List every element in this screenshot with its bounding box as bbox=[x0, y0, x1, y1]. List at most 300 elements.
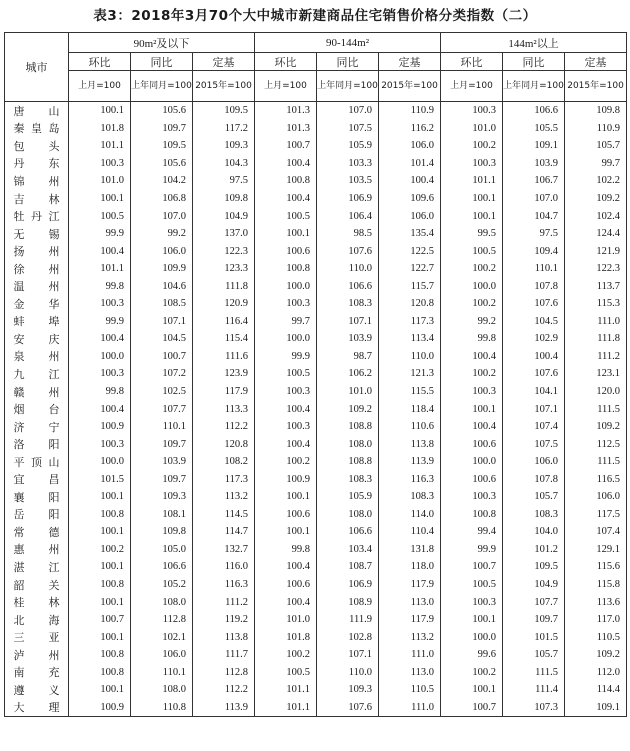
city-name-cell bbox=[5, 453, 69, 471]
index-value-cell: 103.9 bbox=[317, 330, 379, 348]
index-value-cell: 104.0 bbox=[503, 523, 565, 541]
city-name-cell bbox=[5, 260, 69, 278]
index-value-cell: 108.0 bbox=[131, 593, 193, 611]
index-value-cell: 100.5 bbox=[255, 207, 317, 225]
index-value-cell: 111.8 bbox=[193, 277, 255, 295]
index-value-cell: 113.6 bbox=[565, 593, 627, 611]
city-name: 烟台 bbox=[13, 403, 60, 417]
index-value-cell: 100.1 bbox=[69, 558, 131, 576]
index-value-cell: 100.1 bbox=[69, 628, 131, 646]
index-value-cell: 111.2 bbox=[193, 593, 255, 611]
base-label-mom: 上月=100 bbox=[255, 71, 317, 102]
index-value-cell: 106.9 bbox=[317, 190, 379, 208]
index-value-cell: 123.9 bbox=[193, 365, 255, 383]
city-name: 韶关 bbox=[13, 578, 60, 592]
city-name: 丹东 bbox=[13, 157, 60, 171]
index-value-cell: 111.8 bbox=[565, 330, 627, 348]
table-row bbox=[5, 664, 627, 682]
index-value-cell: 104.9 bbox=[503, 576, 565, 594]
index-value-cell: 98.5 bbox=[317, 225, 379, 243]
index-value-cell: 113.8 bbox=[193, 628, 255, 646]
index-value-cell: 100.5 bbox=[441, 576, 503, 594]
city-name: 泸州 bbox=[13, 648, 60, 662]
index-value-cell: 99.8 bbox=[69, 277, 131, 295]
index-value-cell: 105.2 bbox=[131, 576, 193, 594]
index-value-cell: 105.6 bbox=[131, 102, 193, 120]
index-value-cell: 105.9 bbox=[317, 137, 379, 155]
city-name: 北海 bbox=[13, 613, 60, 627]
index-value-cell: 100.4 bbox=[69, 400, 131, 418]
index-value-cell: 110.9 bbox=[379, 102, 441, 120]
index-value-cell: 115.8 bbox=[565, 576, 627, 594]
index-value-cell: 101.8 bbox=[255, 628, 317, 646]
table-row bbox=[5, 400, 627, 418]
sub-header-mom: 环比 bbox=[255, 53, 317, 71]
city-name: 牡丹江 bbox=[13, 210, 60, 224]
index-value-cell: 115.5 bbox=[379, 383, 441, 401]
index-value-cell: 110.5 bbox=[565, 628, 627, 646]
index-value-cell: 99.8 bbox=[69, 383, 131, 401]
index-value-cell: 104.1 bbox=[503, 383, 565, 401]
table-row bbox=[5, 172, 627, 190]
base-label-mom: 上月=100 bbox=[69, 71, 131, 102]
index-value-cell: 109.4 bbox=[503, 242, 565, 260]
city-name-cell bbox=[5, 541, 69, 559]
index-value-cell: 110.1 bbox=[503, 260, 565, 278]
index-value-cell: 100.5 bbox=[441, 242, 503, 260]
city-column-header: 城市 bbox=[5, 33, 69, 102]
index-value-cell: 103.3 bbox=[317, 155, 379, 173]
index-value-cell: 113.0 bbox=[379, 664, 441, 682]
table-row bbox=[5, 418, 627, 436]
city-name: 济宁 bbox=[13, 420, 60, 434]
city-name: 岳阳 bbox=[13, 508, 60, 522]
index-value-cell: 113.2 bbox=[193, 488, 255, 506]
city-name: 秦皇岛 bbox=[13, 122, 60, 136]
index-value-cell: 109.5 bbox=[131, 137, 193, 155]
index-value-cell: 100.6 bbox=[255, 506, 317, 524]
index-value-cell: 100.3 bbox=[441, 593, 503, 611]
index-value-cell: 97.5 bbox=[503, 225, 565, 243]
index-value-cell: 101.5 bbox=[503, 628, 565, 646]
sub-header-fixed-base: 定基 bbox=[193, 53, 255, 71]
index-value-cell: 107.6 bbox=[317, 242, 379, 260]
index-value-cell: 101.0 bbox=[69, 172, 131, 190]
index-value-cell: 108.0 bbox=[317, 435, 379, 453]
index-value-cell: 113.9 bbox=[379, 453, 441, 471]
index-value-cell: 111.2 bbox=[565, 348, 627, 366]
index-value-cell: 112.5 bbox=[565, 435, 627, 453]
index-value-cell: 112.2 bbox=[193, 418, 255, 436]
city-name-cell bbox=[5, 646, 69, 664]
index-value-cell: 99.7 bbox=[565, 155, 627, 173]
index-value-cell: 120.8 bbox=[193, 435, 255, 453]
sub-header-mom: 环比 bbox=[69, 53, 131, 71]
index-value-cell: 111.5 bbox=[565, 453, 627, 471]
index-value-cell: 111.5 bbox=[565, 400, 627, 418]
index-value-cell: 100.4 bbox=[69, 330, 131, 348]
index-value-cell: 101.1 bbox=[441, 172, 503, 190]
index-value-cell: 101.3 bbox=[255, 120, 317, 138]
city-name: 襄阳 bbox=[13, 490, 60, 504]
city-name-cell bbox=[5, 681, 69, 699]
index-value-cell: 100.3 bbox=[441, 155, 503, 173]
index-value-cell: 122.7 bbox=[379, 260, 441, 278]
index-value-cell: 109.2 bbox=[565, 190, 627, 208]
index-value-cell: 100.2 bbox=[69, 541, 131, 559]
city-name-cell bbox=[5, 488, 69, 506]
index-value-cell: 112.8 bbox=[131, 611, 193, 629]
index-value-cell: 100.7 bbox=[441, 558, 503, 576]
index-value-cell: 104.3 bbox=[193, 155, 255, 173]
index-value-cell: 99.2 bbox=[131, 225, 193, 243]
table-title: 表3：2018年3月70个大中城市新建商品住宅销售价格分类指数（二） bbox=[93, 8, 537, 24]
table-row bbox=[5, 628, 627, 646]
index-value-cell: 100.3 bbox=[69, 155, 131, 173]
index-value-cell: 129.1 bbox=[565, 541, 627, 559]
index-value-cell: 105.7 bbox=[503, 646, 565, 664]
index-value-cell: 104.7 bbox=[503, 207, 565, 225]
index-value-cell: 135.4 bbox=[379, 225, 441, 243]
index-value-cell: 98.7 bbox=[317, 348, 379, 366]
city-name-cell bbox=[5, 172, 69, 190]
index-value-cell: 109.2 bbox=[565, 418, 627, 436]
index-value-cell: 116.4 bbox=[193, 313, 255, 331]
table-row bbox=[5, 102, 627, 120]
index-value-cell: 100.4 bbox=[255, 155, 317, 173]
city-name: 无锡 bbox=[13, 227, 60, 241]
index-value-cell: 121.3 bbox=[379, 365, 441, 383]
index-value-cell: 106.0 bbox=[131, 646, 193, 664]
index-value-cell: 100.1 bbox=[69, 681, 131, 699]
city-name: 平顶山 bbox=[13, 455, 60, 469]
index-value-cell: 100.1 bbox=[441, 681, 503, 699]
index-value-cell: 100.1 bbox=[69, 102, 131, 120]
table-row bbox=[5, 120, 627, 138]
index-value-cell: 111.0 bbox=[565, 313, 627, 331]
index-value-cell: 99.6 bbox=[441, 646, 503, 664]
index-value-cell: 107.0 bbox=[317, 102, 379, 120]
index-value-cell: 100.2 bbox=[441, 260, 503, 278]
index-value-cell: 109.7 bbox=[131, 470, 193, 488]
index-value-cell: 120.8 bbox=[379, 295, 441, 313]
index-value-cell: 107.0 bbox=[131, 207, 193, 225]
index-value-cell: 113.9 bbox=[193, 699, 255, 717]
index-value-cell: 100.0 bbox=[441, 453, 503, 471]
base-label-yoy: 上年同月=100 bbox=[317, 71, 379, 102]
city-name-cell bbox=[5, 155, 69, 173]
index-value-cell: 108.0 bbox=[131, 681, 193, 699]
index-value-cell: 100.2 bbox=[441, 664, 503, 682]
index-value-cell: 105.0 bbox=[131, 541, 193, 559]
index-value-cell: 106.8 bbox=[131, 190, 193, 208]
city-name-cell bbox=[5, 611, 69, 629]
index-value-cell: 113.3 bbox=[193, 400, 255, 418]
index-value-cell: 101.3 bbox=[255, 102, 317, 120]
table-row bbox=[5, 681, 627, 699]
index-value-cell: 117.9 bbox=[379, 611, 441, 629]
city-name-cell bbox=[5, 593, 69, 611]
index-value-cell: 113.2 bbox=[379, 628, 441, 646]
table-row bbox=[5, 488, 627, 506]
index-value-cell: 107.1 bbox=[131, 313, 193, 331]
index-value-cell: 109.1 bbox=[565, 699, 627, 717]
index-value-cell: 100.2 bbox=[441, 365, 503, 383]
city-name-cell bbox=[5, 576, 69, 594]
city-name-cell bbox=[5, 102, 69, 120]
index-value-cell: 100.3 bbox=[441, 488, 503, 506]
index-value-cell: 100.4 bbox=[255, 435, 317, 453]
index-value-cell: 112.0 bbox=[565, 664, 627, 682]
index-value-cell: 105.5 bbox=[503, 120, 565, 138]
index-value-cell: 106.6 bbox=[131, 558, 193, 576]
table-row bbox=[5, 541, 627, 559]
index-value-cell: 132.7 bbox=[193, 541, 255, 559]
index-value-cell: 108.1 bbox=[131, 506, 193, 524]
index-value-cell: 110.0 bbox=[317, 664, 379, 682]
index-value-cell: 123.3 bbox=[193, 260, 255, 278]
index-value-cell: 111.0 bbox=[379, 699, 441, 717]
city-name: 温州 bbox=[13, 280, 60, 294]
table-row bbox=[5, 260, 627, 278]
index-value-cell: 131.8 bbox=[379, 541, 441, 559]
index-value-cell: 99.8 bbox=[441, 330, 503, 348]
index-value-cell: 109.5 bbox=[193, 102, 255, 120]
index-value-cell: 122.3 bbox=[565, 260, 627, 278]
index-value-cell: 99.9 bbox=[69, 225, 131, 243]
index-value-cell: 107.0 bbox=[503, 190, 565, 208]
index-value-cell: 109.8 bbox=[565, 102, 627, 120]
index-value-cell: 100.3 bbox=[441, 102, 503, 120]
index-value-cell: 103.5 bbox=[317, 172, 379, 190]
index-value-cell: 107.6 bbox=[503, 365, 565, 383]
index-value-cell: 100.7 bbox=[441, 699, 503, 717]
index-value-cell: 117.9 bbox=[193, 383, 255, 401]
index-value-cell: 100.0 bbox=[441, 277, 503, 295]
index-value-cell: 104.9 bbox=[193, 207, 255, 225]
group-header-small: 90m²及以下 bbox=[69, 33, 255, 53]
index-value-cell: 110.1 bbox=[131, 418, 193, 436]
index-value-cell: 109.7 bbox=[503, 611, 565, 629]
index-value-cell: 116.5 bbox=[565, 470, 627, 488]
table-row bbox=[5, 242, 627, 260]
index-value-cell: 101.0 bbox=[441, 120, 503, 138]
table-row bbox=[5, 137, 627, 155]
index-value-cell: 112.2 bbox=[193, 681, 255, 699]
city-name: 泉州 bbox=[13, 350, 60, 364]
index-value-cell: 106.6 bbox=[317, 523, 379, 541]
city-name-cell bbox=[5, 225, 69, 243]
index-value-cell: 100.1 bbox=[255, 225, 317, 243]
city-name-cell bbox=[5, 330, 69, 348]
city-name-cell bbox=[5, 699, 69, 717]
index-value-cell: 102.9 bbox=[503, 330, 565, 348]
index-value-cell: 100.7 bbox=[255, 137, 317, 155]
index-value-cell: 99.2 bbox=[441, 313, 503, 331]
index-value-cell: 100.8 bbox=[255, 172, 317, 190]
table-row bbox=[5, 295, 627, 313]
index-value-cell: 111.0 bbox=[379, 646, 441, 664]
index-value-cell: 105.9 bbox=[317, 488, 379, 506]
city-name: 蚌埠 bbox=[13, 315, 60, 329]
index-value-cell: 109.9 bbox=[131, 260, 193, 278]
index-value-cell: 114.5 bbox=[193, 506, 255, 524]
table-row bbox=[5, 593, 627, 611]
index-value-cell: 100.6 bbox=[441, 435, 503, 453]
index-value-cell: 109.8 bbox=[193, 190, 255, 208]
table-row bbox=[5, 576, 627, 594]
table-header bbox=[5, 33, 627, 102]
index-value-cell: 100.3 bbox=[69, 365, 131, 383]
group-header-medium: 90-144m² bbox=[255, 33, 441, 53]
index-value-cell: 120.0 bbox=[565, 383, 627, 401]
index-value-cell: 100.1 bbox=[441, 611, 503, 629]
index-value-cell: 100.7 bbox=[69, 611, 131, 629]
index-value-cell: 100.6 bbox=[255, 576, 317, 594]
index-value-cell: 102.4 bbox=[565, 207, 627, 225]
table-row bbox=[5, 365, 627, 383]
index-value-cell: 100.3 bbox=[255, 383, 317, 401]
index-value-cell: 108.3 bbox=[503, 506, 565, 524]
index-value-cell: 115.6 bbox=[565, 558, 627, 576]
index-value-cell: 100.2 bbox=[441, 137, 503, 155]
index-value-cell: 106.0 bbox=[503, 453, 565, 471]
index-value-cell: 123.1 bbox=[565, 365, 627, 383]
table-row bbox=[5, 225, 627, 243]
sub-header-row bbox=[5, 53, 627, 71]
index-value-cell: 102.1 bbox=[131, 628, 193, 646]
index-value-cell: 99.7 bbox=[255, 313, 317, 331]
base-label-fixed: 2015年=100 bbox=[379, 71, 441, 102]
index-value-cell: 115.3 bbox=[565, 295, 627, 313]
index-value-cell: 108.3 bbox=[317, 470, 379, 488]
index-value-cell: 107.1 bbox=[317, 313, 379, 331]
index-value-cell: 105.6 bbox=[131, 155, 193, 173]
table-row bbox=[5, 470, 627, 488]
index-value-cell: 111.7 bbox=[193, 646, 255, 664]
city-name-cell bbox=[5, 558, 69, 576]
sub-header-yoy: 同比 bbox=[131, 53, 193, 71]
index-value-cell: 100.3 bbox=[69, 435, 131, 453]
index-value-cell: 100.8 bbox=[441, 506, 503, 524]
index-value-cell: 100.1 bbox=[69, 523, 131, 541]
index-value-cell: 106.0 bbox=[565, 488, 627, 506]
index-value-cell: 113.7 bbox=[565, 277, 627, 295]
base-label-yoy: 上年同月=100 bbox=[131, 71, 193, 102]
table-row bbox=[5, 348, 627, 366]
index-value-cell: 100.0 bbox=[69, 348, 131, 366]
index-value-cell: 100.4 bbox=[255, 190, 317, 208]
table-row bbox=[5, 611, 627, 629]
table-row bbox=[5, 435, 627, 453]
index-value-cell: 101.2 bbox=[503, 541, 565, 559]
index-value-cell: 101.1 bbox=[69, 260, 131, 278]
table-row bbox=[5, 523, 627, 541]
index-value-cell: 110.0 bbox=[379, 348, 441, 366]
table-row bbox=[5, 453, 627, 471]
index-value-cell: 100.4 bbox=[255, 400, 317, 418]
city-name: 大理 bbox=[13, 701, 60, 715]
index-value-cell: 106.7 bbox=[503, 172, 565, 190]
city-name: 金华 bbox=[13, 297, 60, 311]
index-value-cell: 99.9 bbox=[441, 541, 503, 559]
index-value-cell: 107.4 bbox=[565, 523, 627, 541]
index-value-cell: 117.2 bbox=[193, 120, 255, 138]
table-row bbox=[5, 330, 627, 348]
index-value-cell: 106.2 bbox=[317, 365, 379, 383]
index-value-cell: 100.4 bbox=[441, 348, 503, 366]
index-value-cell: 100.7 bbox=[131, 348, 193, 366]
city-name: 九江 bbox=[13, 367, 60, 381]
index-value-cell: 108.2 bbox=[193, 453, 255, 471]
index-value-cell: 118.4 bbox=[379, 400, 441, 418]
index-value-cell: 100.4 bbox=[441, 418, 503, 436]
index-value-cell: 110.8 bbox=[131, 699, 193, 717]
index-value-cell: 113.0 bbox=[379, 593, 441, 611]
base-label-fixed: 2015年=100 bbox=[565, 71, 627, 102]
index-value-cell: 99.8 bbox=[255, 541, 317, 559]
index-value-cell: 110.0 bbox=[317, 260, 379, 278]
index-value-cell: 117.3 bbox=[193, 470, 255, 488]
table-row bbox=[5, 646, 627, 664]
index-value-cell: 105.7 bbox=[503, 488, 565, 506]
city-name: 吉林 bbox=[13, 192, 60, 206]
index-value-cell: 100.1 bbox=[255, 523, 317, 541]
index-value-cell: 106.6 bbox=[503, 102, 565, 120]
index-value-cell: 109.6 bbox=[379, 190, 441, 208]
base-label-fixed: 2015年=100 bbox=[193, 71, 255, 102]
index-value-cell: 100.4 bbox=[379, 172, 441, 190]
index-value-cell: 114.4 bbox=[565, 681, 627, 699]
index-value-cell: 101.4 bbox=[379, 155, 441, 173]
index-value-cell: 103.9 bbox=[503, 155, 565, 173]
index-value-cell: 107.8 bbox=[503, 277, 565, 295]
city-name-cell bbox=[5, 506, 69, 524]
index-value-cell: 99.9 bbox=[69, 313, 131, 331]
table-row bbox=[5, 506, 627, 524]
index-value-cell: 120.9 bbox=[193, 295, 255, 313]
index-value-cell: 101.0 bbox=[255, 611, 317, 629]
index-value-cell: 100.8 bbox=[69, 646, 131, 664]
index-value-cell: 108.8 bbox=[317, 453, 379, 471]
index-value-cell: 110.1 bbox=[131, 664, 193, 682]
index-value-cell: 100.1 bbox=[441, 207, 503, 225]
city-name: 包头 bbox=[13, 139, 60, 153]
index-value-cell: 100.0 bbox=[441, 628, 503, 646]
index-value-cell: 109.1 bbox=[503, 137, 565, 155]
index-value-cell: 106.4 bbox=[317, 207, 379, 225]
index-value-cell: 108.3 bbox=[379, 488, 441, 506]
index-value-cell: 124.4 bbox=[565, 225, 627, 243]
index-value-cell: 107.8 bbox=[503, 470, 565, 488]
sub-header-fixed-base: 定基 bbox=[379, 53, 441, 71]
index-value-cell: 110.5 bbox=[379, 681, 441, 699]
index-value-cell: 114.0 bbox=[379, 506, 441, 524]
index-value-cell: 100.5 bbox=[255, 664, 317, 682]
city-name: 南充 bbox=[13, 666, 60, 680]
base-label-yoy: 上年同月=100 bbox=[503, 71, 565, 102]
index-value-cell: 100.9 bbox=[255, 470, 317, 488]
table-row bbox=[5, 558, 627, 576]
index-value-cell: 117.3 bbox=[379, 313, 441, 331]
city-name: 宜昌 bbox=[13, 473, 60, 487]
city-name-cell bbox=[5, 348, 69, 366]
city-name-cell bbox=[5, 242, 69, 260]
index-value-cell: 108.9 bbox=[317, 593, 379, 611]
index-value-cell: 137.0 bbox=[193, 225, 255, 243]
index-value-cell: 106.0 bbox=[379, 137, 441, 155]
table-row bbox=[5, 207, 627, 225]
